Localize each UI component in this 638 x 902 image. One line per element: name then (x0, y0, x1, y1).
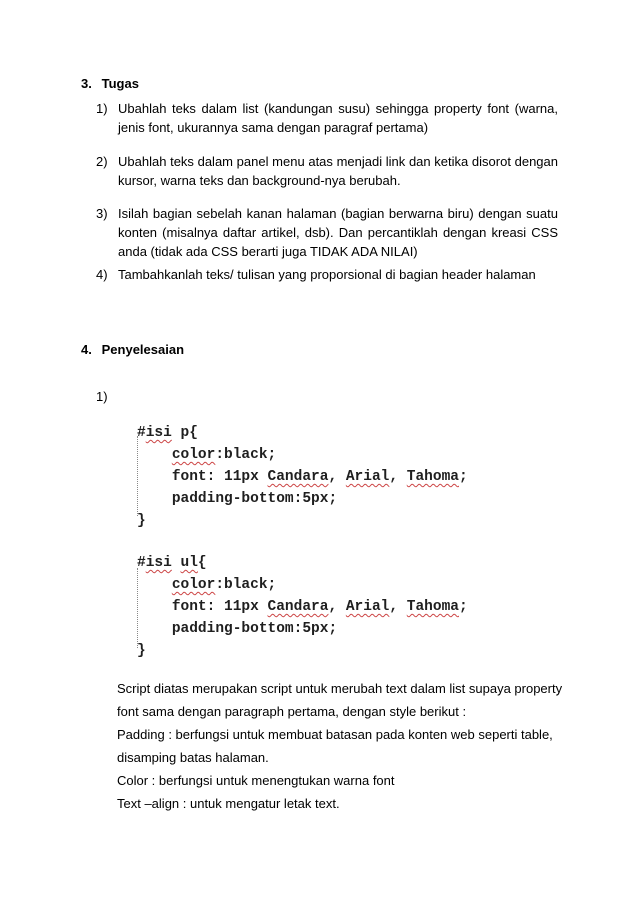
explanation-line: font sama dengan paragraph pertama, dengan style berikut : (117, 704, 467, 719)
code-hash: # (137, 555, 146, 571)
code-padding: padding-bottom:5px; (171, 621, 338, 637)
code-font-arial: Arial (345, 599, 390, 615)
list-item (96, 265, 566, 285)
explanation-line: Padding : berfungsi untuk membuat batasan pada konten web seperti table, (117, 727, 553, 742)
code-hash: # (137, 425, 146, 441)
code-selector-tag: p{ (171, 425, 198, 441)
code-font-tahoma: Tahoma (406, 469, 459, 485)
code-font-prefix: font: 11px (171, 469, 268, 485)
sub-item-number: 1) (96, 389, 108, 404)
code-font-candara: Candara (267, 599, 329, 615)
code-semicolon: ; (459, 469, 468, 485)
code-close-brace: } (137, 513, 146, 529)
section-heading-tugas (81, 76, 139, 91)
section-number: 4. (81, 342, 92, 357)
section-heading-penyelesaian (81, 342, 184, 357)
list-text: Isilah bagian sebelah kanan halaman (bagian berwarna biru) dengan suatu konten (misalnya daftar artikel, dsb). Dan percantiklah dengan kreasi CSS anda (tidak ada CSS berarti juga TIDAK ADA NILAI) (118, 206, 558, 259)
code-close-brace: } (137, 643, 146, 659)
code-font-arial: Arial (345, 469, 390, 485)
explanation-line: Script diatas merupakan script untuk merubah text dalam list supaya property (117, 681, 563, 696)
code-font-prefix: font: 11px (171, 599, 268, 615)
code-sep: , (389, 469, 407, 485)
list-text: Ubahlah teks dalam panel menu atas menjadi link dan ketika disorot dengan kursor, warna teks dan background-nya berubah. (118, 154, 558, 188)
list-item (96, 204, 566, 262)
code-snippet-1 (137, 422, 468, 532)
code-selector-tag: ul (180, 555, 198, 571)
code-snippet-2 (137, 552, 468, 662)
section-title: Penyelesaian (101, 342, 185, 357)
code-sep: , (328, 469, 346, 485)
list-number: 2) (96, 154, 108, 169)
list-item (96, 99, 566, 139)
explanation-line: disamping batas halaman. (117, 750, 269, 765)
code-font-candara: Candara (267, 469, 329, 485)
section-number: 3. (81, 76, 92, 91)
list-number: 1) (96, 101, 108, 116)
code-padding: padding-bottom:5px; (171, 491, 338, 507)
explanation-line: Color : berfungsi untuk menengtukan warna font (117, 773, 395, 788)
code-value: :black; (215, 447, 277, 463)
code-selector-id: isi (145, 425, 172, 441)
list-text: Tambahkanlah teks/ tulisan yang proporsional di bagian header halaman (118, 267, 536, 282)
code-font-tahoma: Tahoma (406, 599, 459, 615)
code-sep: , (328, 599, 346, 615)
code-prop: color (171, 447, 216, 463)
section-title: Tugas (101, 76, 139, 91)
code-prop: color (171, 577, 216, 593)
list-item (96, 152, 566, 192)
explanation-line: Text –align : untuk mengatur letak text. (117, 796, 340, 811)
explanation-paragraph (117, 677, 577, 815)
code-selector-id: isi (145, 555, 172, 571)
code-sep: , (389, 599, 407, 615)
list-number: 4) (96, 267, 108, 282)
list-number: 3) (96, 206, 108, 221)
code-value: :black; (215, 577, 277, 593)
code-semicolon: ; (459, 599, 468, 615)
code-brace: { (197, 555, 207, 571)
list-text: Ubahlah teks dalam list (kandungan susu) sehingga property font (warna, jenis font, ukurannya sama dengan paragraf pertama) (118, 101, 558, 135)
